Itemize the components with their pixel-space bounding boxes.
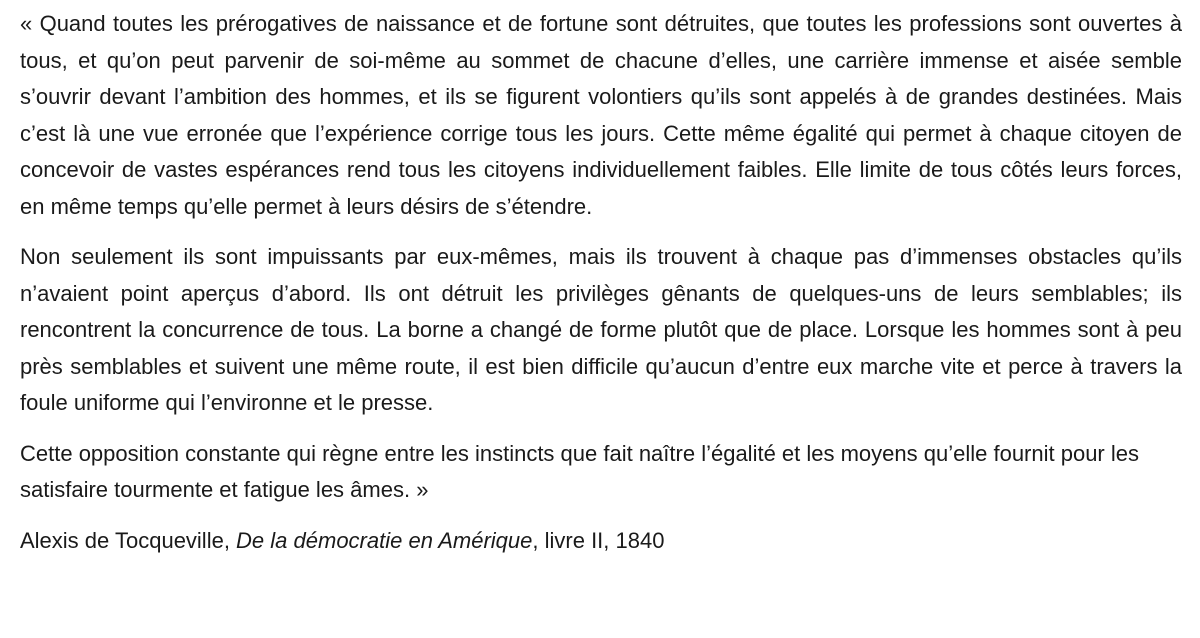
citation-line — [20, 523, 1182, 560]
citation-author: Alexis de Tocqueville, — [20, 527, 237, 553]
quote-paragraph-1: « Quand toutes les prérogatives de naissance et de fortune sont détruites, que toutes les professions sont ouvertes à tous, et qu’on peut parvenir de soi-même au sommet de chacune d’elles, une carrière immense et aisée semble s’ouvrir devant l’ambition des hommes, et ils se figurent volontiers qu’ils sont appelés à de grandes destinées. Mais c’est là une vue erronée que l’expérience corrige tous les jours. Cette même égalité qui permet à chaque citoyen de concevoir de vastes espérances rend tous les citoyens individuellement faibles. Elle limite de tous côtés leurs forces, en même temps qu’elle permet à leurs désirs de s’étendre. — [20, 11, 1182, 219]
citation-work-title: De la démocratie en Amérique — [236, 527, 533, 553]
quote-paragraph-2: Non seulement ils sont impuissants par eux-mêmes, mais ils trouvent à chaque pas d’immenses obstacles qu’ils n’avaient point aperçus d’abord. Ils ont détruit les privilèges gênants de quelques-uns de leurs semblables; ils rencontrent la concurrence de tous. La borne a changé de forme plutôt que de place. Lorsque les hommes sont à peu près semblables et suivent une même route, il est bien difficile qu’aucun d’entre eux marche vite et perce à travers la foule uniforme qui l’environne et le presse. — [20, 244, 1182, 415]
quote-paragraph-3: Cette opposition constante qui règne entre les instincts que fait naître l’égalité et les moyens qu’elle fournit pour les satisfaire tourmente et fatigue les âmes. » — [20, 440, 1139, 502]
citation-details: , livre II, 1840 — [532, 527, 665, 553]
